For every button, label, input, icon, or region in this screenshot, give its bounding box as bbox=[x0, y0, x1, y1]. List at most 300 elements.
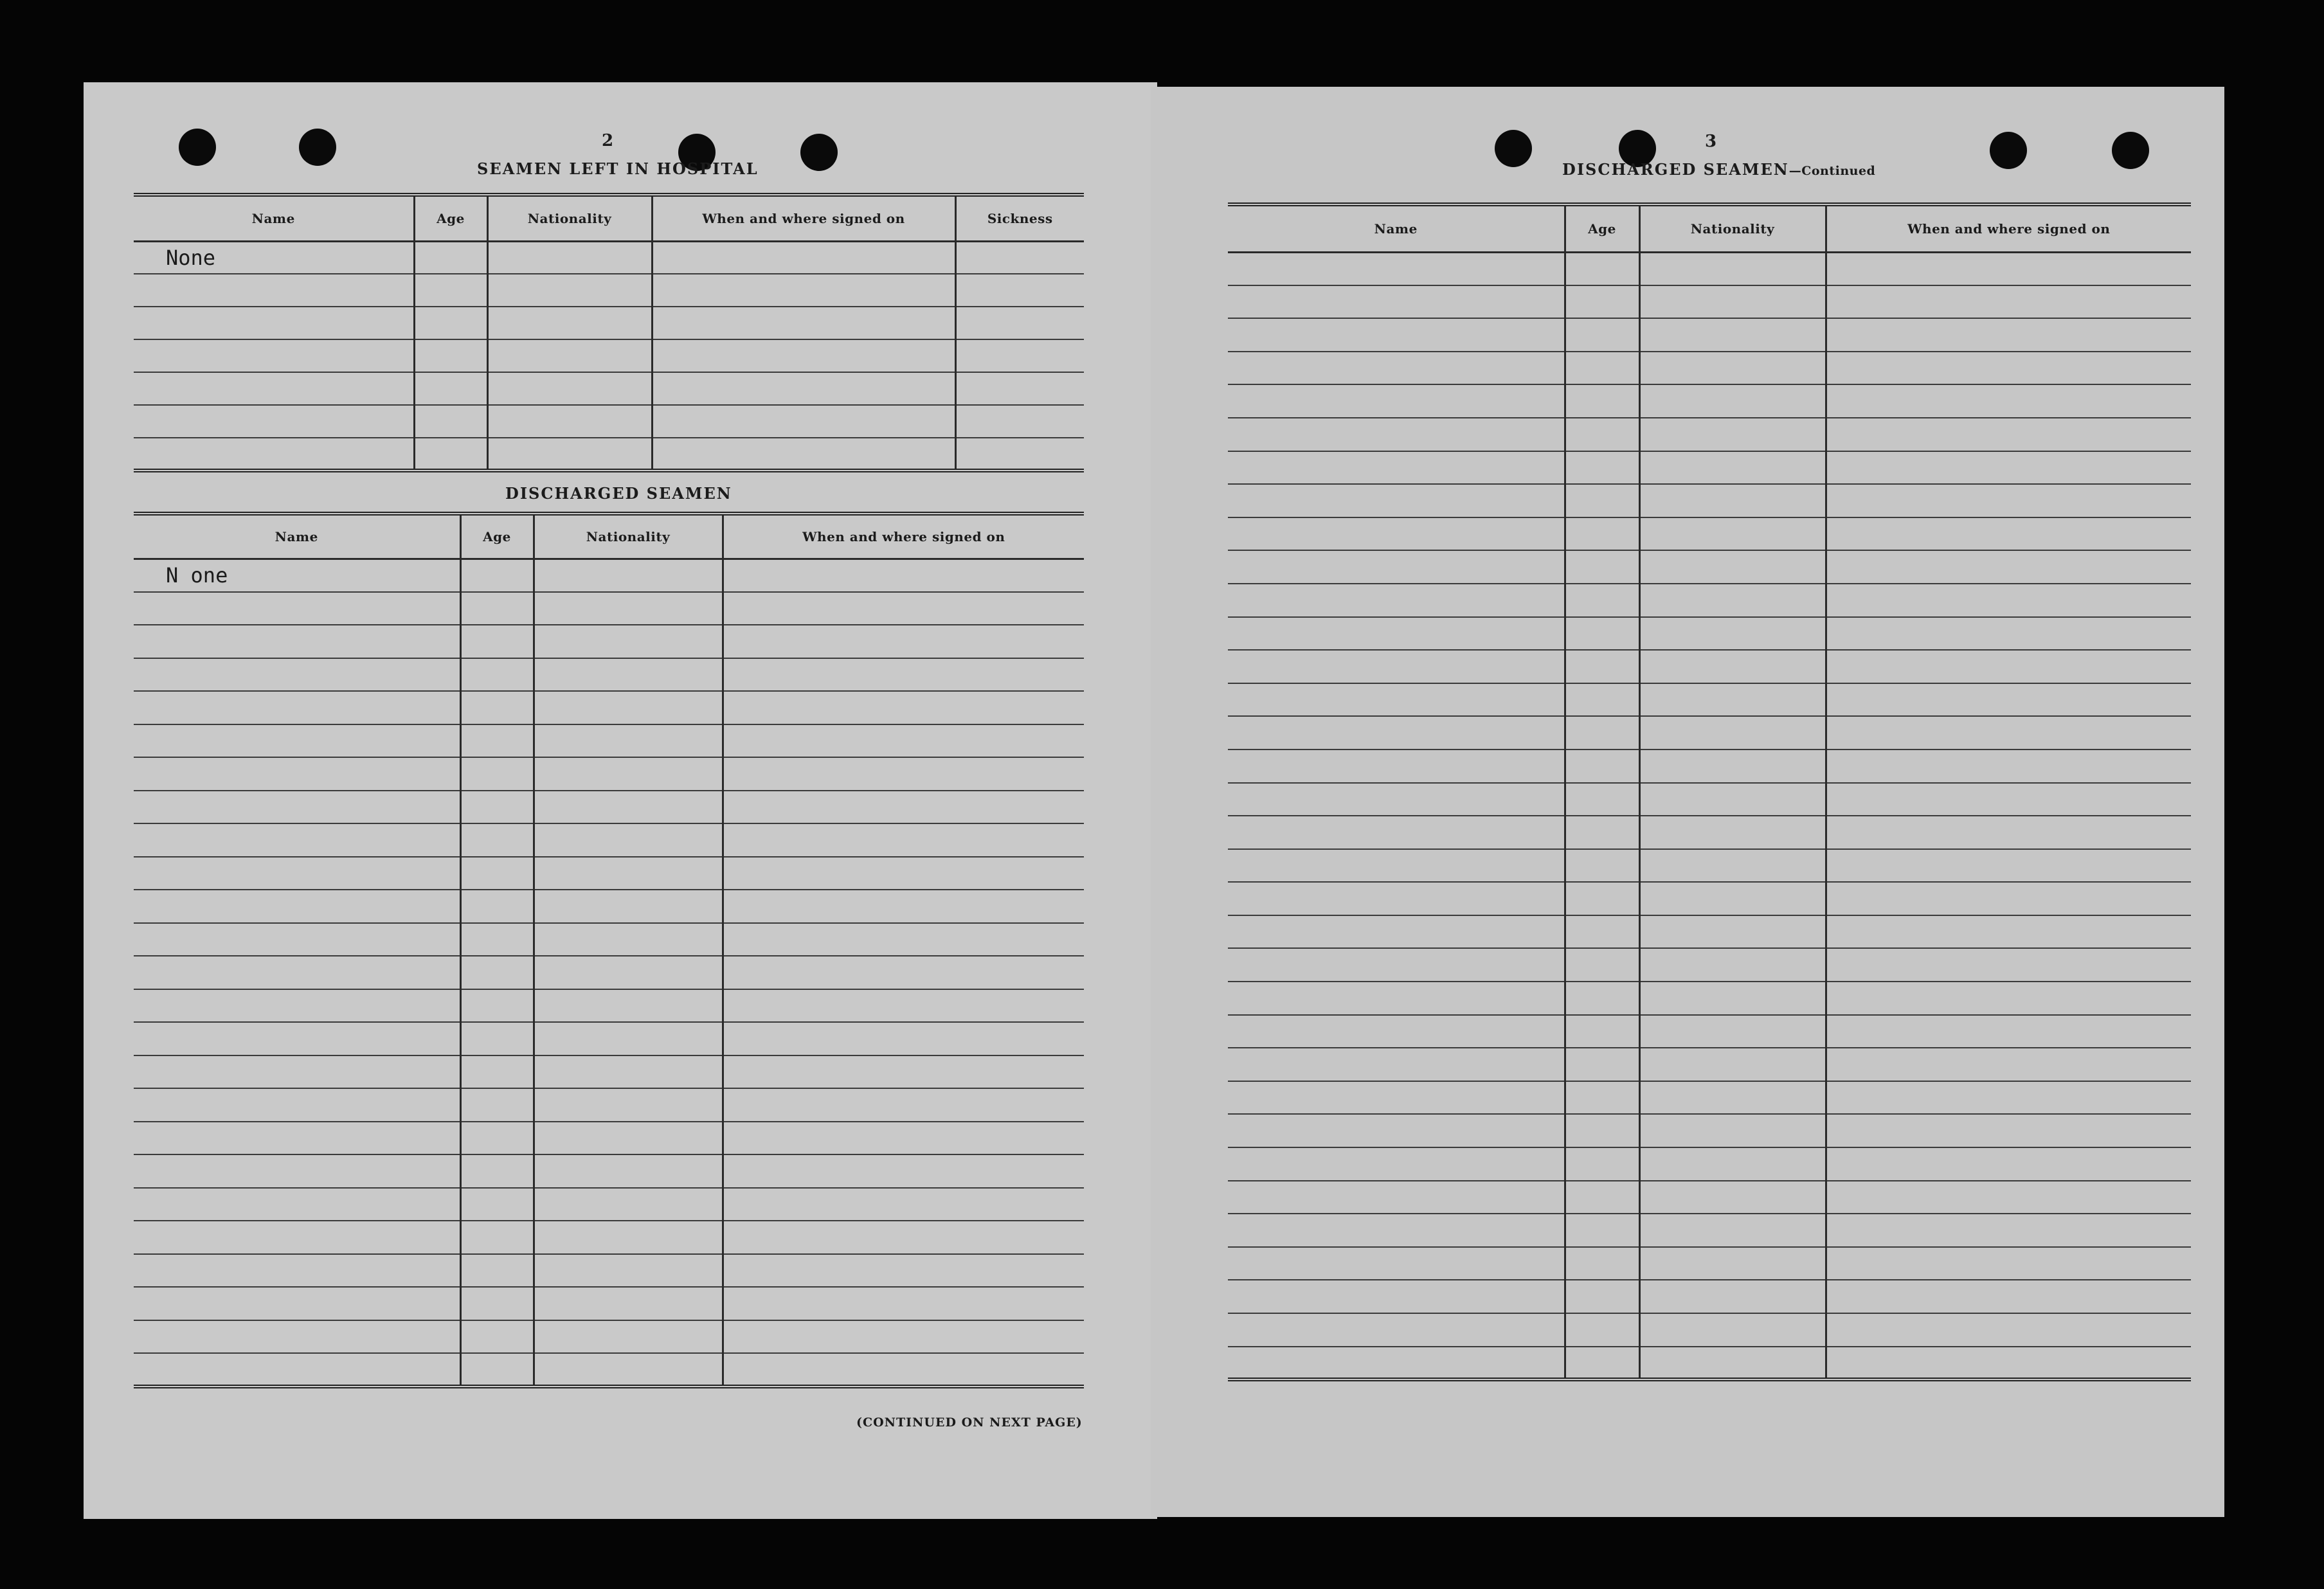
binder-hole bbox=[2112, 132, 2149, 169]
table-cell bbox=[1228, 716, 1565, 750]
table-cell bbox=[534, 1221, 723, 1254]
table-cell bbox=[460, 757, 534, 791]
table-cell bbox=[723, 625, 1084, 658]
table-row bbox=[1228, 418, 2191, 451]
table-cell bbox=[1565, 484, 1639, 517]
section-heading-discharged: DISCHARGED SEAMEN bbox=[505, 484, 732, 503]
table-cell bbox=[955, 241, 1084, 274]
table-row bbox=[1228, 1181, 2191, 1214]
table-row bbox=[134, 592, 1084, 625]
table-cell bbox=[955, 438, 1084, 471]
table-cell bbox=[134, 823, 460, 857]
table-cell bbox=[1639, 650, 1826, 683]
table-cell bbox=[487, 307, 652, 339]
table-cell bbox=[534, 923, 723, 956]
table-cell bbox=[1639, 1048, 1826, 1081]
binder-hole bbox=[179, 129, 216, 166]
table-cell bbox=[1565, 584, 1639, 617]
table-cell bbox=[652, 405, 955, 438]
table-cell bbox=[134, 1154, 460, 1188]
table-cell bbox=[1565, 517, 1639, 551]
table-cell bbox=[723, 890, 1084, 923]
table-cell bbox=[134, 757, 460, 791]
table-cell bbox=[723, 923, 1084, 956]
table-row bbox=[134, 956, 1084, 989]
table-cell bbox=[1228, 318, 1565, 352]
table-cell bbox=[134, 1254, 460, 1288]
table-cell bbox=[652, 241, 955, 274]
table-cell bbox=[955, 307, 1084, 339]
table-cell bbox=[1565, 683, 1639, 717]
table-cell bbox=[414, 339, 487, 372]
table-cell bbox=[723, 691, 1084, 724]
table-row bbox=[1228, 1147, 2191, 1181]
table-cell bbox=[1228, 948, 1565, 982]
table-cell bbox=[1826, 915, 2191, 949]
table-cell bbox=[1565, 451, 1639, 485]
table-cell bbox=[1639, 1081, 1826, 1115]
table-cell bbox=[460, 890, 534, 923]
table-cell bbox=[652, 438, 955, 471]
column-header-nationality: Nationality bbox=[487, 195, 652, 241]
table-cell bbox=[1826, 716, 2191, 750]
table-row bbox=[134, 1122, 1084, 1155]
table-row bbox=[1228, 882, 2191, 915]
table-cell bbox=[534, 724, 723, 758]
table-cell bbox=[1565, 650, 1639, 683]
table-cell bbox=[652, 307, 955, 339]
table-cell bbox=[487, 241, 652, 274]
table-row bbox=[1228, 816, 2191, 849]
table-cell bbox=[1826, 882, 2191, 915]
table-cell bbox=[134, 1221, 460, 1254]
table-cell bbox=[1826, 285, 2191, 319]
table-cell bbox=[134, 1287, 460, 1320]
table-cell bbox=[1565, 948, 1639, 982]
table-cell bbox=[487, 372, 652, 405]
table-row bbox=[134, 307, 1084, 339]
table-cell bbox=[1639, 816, 1826, 849]
table-cell bbox=[134, 1353, 460, 1387]
column-header-sickness: Sickness bbox=[955, 195, 1084, 241]
binder-hole bbox=[1990, 132, 2027, 169]
table-cell bbox=[1639, 517, 1826, 551]
table-cell bbox=[534, 592, 723, 625]
table-cell bbox=[534, 1254, 723, 1288]
table-row bbox=[1228, 484, 2191, 517]
table-cell bbox=[723, 956, 1084, 989]
table-cell bbox=[1826, 816, 2191, 849]
table-cell bbox=[134, 372, 414, 405]
table-cell bbox=[534, 989, 723, 1023]
table-cell bbox=[534, 691, 723, 724]
table-cell bbox=[460, 658, 534, 692]
name-entry: None bbox=[166, 245, 216, 270]
table-cell bbox=[1228, 915, 1565, 949]
table-cell bbox=[723, 857, 1084, 890]
table-cell bbox=[1228, 882, 1565, 915]
table-cell bbox=[134, 339, 414, 372]
name-entry: N one bbox=[166, 563, 228, 588]
table-cell bbox=[1565, 1347, 1639, 1380]
table-cell bbox=[134, 1188, 460, 1221]
binder-hole bbox=[1495, 130, 1532, 167]
column-header-when-and-where-signed-on: When and where signed on bbox=[1826, 204, 2191, 252]
table-row bbox=[134, 438, 1084, 471]
table-cell bbox=[1228, 617, 1565, 651]
table-cell bbox=[1565, 882, 1639, 915]
binder-hole bbox=[299, 129, 336, 166]
table-cell bbox=[414, 307, 487, 339]
table-cell bbox=[1639, 1114, 1826, 1147]
table-cell bbox=[652, 339, 955, 372]
column-header-nationality: Nationality bbox=[1639, 204, 1826, 252]
table-cell bbox=[1826, 650, 2191, 683]
table-row bbox=[1228, 1280, 2191, 1313]
table-cell bbox=[460, 1022, 534, 1055]
table-cell bbox=[1826, 517, 2191, 551]
table-row bbox=[134, 1188, 1084, 1221]
table-cell bbox=[1639, 550, 1826, 584]
column-header-name: Name bbox=[134, 514, 460, 559]
table-cell bbox=[1639, 1313, 1826, 1347]
table-cell bbox=[460, 1154, 534, 1188]
table-header-row bbox=[1228, 204, 2191, 252]
table-cell bbox=[1565, 750, 1639, 783]
table-cell bbox=[134, 405, 414, 438]
table-cell bbox=[1228, 550, 1565, 584]
table-row bbox=[1228, 982, 2191, 1015]
table-cell bbox=[1826, 683, 2191, 717]
table-cell bbox=[534, 559, 723, 592]
table-row bbox=[134, 274, 1084, 307]
table-cell bbox=[1639, 318, 1826, 352]
table-cell bbox=[1639, 783, 1826, 816]
column-header-age: Age bbox=[414, 195, 487, 241]
table-row bbox=[1228, 1214, 2191, 1247]
table-cell bbox=[487, 438, 652, 471]
table-body bbox=[134, 559, 1084, 1387]
table-cell bbox=[487, 274, 652, 307]
column-header-when-and-where-signed-on: When and where signed on bbox=[723, 514, 1084, 559]
right-page bbox=[1151, 87, 2224, 1517]
table-cell bbox=[134, 592, 460, 625]
table-cell bbox=[1228, 285, 1565, 319]
table-cell bbox=[1228, 1181, 1565, 1214]
table-row bbox=[1228, 683, 2191, 717]
table-cell bbox=[414, 372, 487, 405]
table-cell bbox=[1228, 1147, 1565, 1181]
table-cell bbox=[534, 1320, 723, 1354]
table-cell bbox=[1639, 683, 1826, 717]
table-cell bbox=[1826, 1114, 2191, 1147]
table-cell bbox=[134, 1022, 460, 1055]
table-cell bbox=[134, 1055, 460, 1089]
table-cell bbox=[1826, 1181, 2191, 1214]
table-cell bbox=[1826, 1048, 2191, 1081]
table-cell bbox=[1826, 1214, 2191, 1247]
table-row bbox=[134, 1254, 1084, 1288]
table-cell bbox=[1565, 783, 1639, 816]
table-row bbox=[1228, 650, 2191, 683]
table-row bbox=[134, 857, 1084, 890]
table-row bbox=[1228, 716, 2191, 750]
table-cell bbox=[1639, 716, 1826, 750]
page-number: 2 bbox=[602, 131, 614, 150]
table-cell bbox=[1228, 584, 1565, 617]
table-cell bbox=[723, 1122, 1084, 1155]
table-cell bbox=[1565, 285, 1639, 319]
table-cell bbox=[1228, 484, 1565, 517]
table-cell bbox=[1639, 948, 1826, 982]
table-row bbox=[134, 372, 1084, 405]
table-header-row bbox=[134, 514, 1084, 559]
table-cell bbox=[1639, 285, 1826, 319]
table-cell bbox=[1228, 1015, 1565, 1048]
table-cell bbox=[723, 791, 1084, 824]
table-cell bbox=[1228, 1280, 1565, 1313]
table-cell bbox=[1565, 352, 1639, 385]
table-row bbox=[134, 658, 1084, 692]
table-row bbox=[1228, 1313, 2191, 1347]
table-cell bbox=[723, 1088, 1084, 1122]
table-cell bbox=[134, 890, 460, 923]
table-cell bbox=[134, 791, 460, 824]
table-cell bbox=[134, 307, 414, 339]
table-row bbox=[134, 1353, 1084, 1387]
table-cell bbox=[723, 1254, 1084, 1288]
table-row bbox=[134, 559, 1084, 592]
table-row bbox=[134, 1022, 1084, 1055]
table-row bbox=[1228, 285, 2191, 319]
table-cell bbox=[134, 1088, 460, 1122]
table-cell bbox=[1639, 451, 1826, 485]
table-cell bbox=[1228, 1214, 1565, 1247]
table-cell bbox=[723, 559, 1084, 592]
table-cell bbox=[134, 274, 414, 307]
table-cell bbox=[534, 1353, 723, 1387]
table-cell bbox=[1826, 352, 2191, 385]
table-cell bbox=[1565, 1114, 1639, 1147]
table-row bbox=[1228, 1114, 2191, 1147]
table-cell bbox=[1639, 1280, 1826, 1313]
table-cell bbox=[955, 405, 1084, 438]
column-header-name: Name bbox=[1228, 204, 1565, 252]
table-cell bbox=[460, 791, 534, 824]
table-cell bbox=[134, 923, 460, 956]
table-cell bbox=[1826, 982, 2191, 1015]
table-cell bbox=[134, 857, 460, 890]
table-cell bbox=[460, 559, 534, 592]
table-cell bbox=[1826, 783, 2191, 816]
table-cell bbox=[134, 989, 460, 1023]
table-cell bbox=[1639, 617, 1826, 651]
table-cell bbox=[1228, 1114, 1565, 1147]
table-cell bbox=[1639, 418, 1826, 451]
table-cell bbox=[1826, 948, 2191, 982]
table-cell bbox=[1826, 1280, 2191, 1313]
table-cell bbox=[134, 658, 460, 692]
section-heading-hospital: SEAMEN LEFT IN HOSPITAL bbox=[477, 159, 759, 178]
table-cell bbox=[1565, 1313, 1639, 1347]
table-cell bbox=[134, 438, 414, 471]
column-header-when-and-where-signed-on: When and where signed on bbox=[652, 195, 955, 241]
table-cell bbox=[534, 1022, 723, 1055]
column-header-name: Name bbox=[134, 195, 414, 241]
table-cell bbox=[1228, 1347, 1565, 1380]
table-row bbox=[1228, 252, 2191, 285]
table-cell bbox=[134, 625, 460, 658]
continued-note: (CONTINUED ON NEXT PAGE) bbox=[856, 1415, 1083, 1430]
table-cell bbox=[1565, 1081, 1639, 1115]
column-header-age: Age bbox=[460, 514, 534, 559]
table-cell bbox=[414, 438, 487, 471]
table-cell bbox=[1639, 849, 1826, 883]
table-row bbox=[1228, 849, 2191, 883]
table-cell bbox=[534, 625, 723, 658]
table-cell bbox=[1826, 252, 2191, 285]
table-row bbox=[1228, 915, 2191, 949]
table-cell bbox=[1826, 384, 2191, 418]
table-cell bbox=[723, 1022, 1084, 1055]
table-cell bbox=[134, 1122, 460, 1155]
table-row bbox=[134, 1055, 1084, 1089]
table-cell bbox=[460, 823, 534, 857]
table-cell bbox=[723, 1154, 1084, 1188]
table-cell bbox=[1565, 550, 1639, 584]
table-cell bbox=[1228, 783, 1565, 816]
table-cell bbox=[723, 823, 1084, 857]
table-cell bbox=[1228, 1313, 1565, 1347]
discharged-table bbox=[134, 512, 1084, 1388]
table-cell bbox=[460, 1353, 534, 1387]
table-cell bbox=[1826, 484, 2191, 517]
table-cell bbox=[1639, 915, 1826, 949]
table-cell bbox=[487, 339, 652, 372]
table-cell bbox=[414, 241, 487, 274]
table-cell bbox=[460, 923, 534, 956]
table-cell bbox=[1826, 750, 2191, 783]
table-cell bbox=[652, 372, 955, 405]
table-row bbox=[134, 1221, 1084, 1254]
table-cell bbox=[1228, 683, 1565, 717]
table-row bbox=[1228, 1015, 2191, 1048]
table-row bbox=[1228, 584, 2191, 617]
heading-suffix: —Continued bbox=[1788, 164, 1876, 178]
table-cell bbox=[1826, 1347, 2191, 1380]
table-row bbox=[1228, 1048, 2191, 1081]
table-cell bbox=[134, 724, 460, 758]
table-cell bbox=[1565, 318, 1639, 352]
table-cell bbox=[1639, 484, 1826, 517]
table-row bbox=[134, 823, 1084, 857]
table-row bbox=[1228, 1081, 2191, 1115]
table-row bbox=[134, 923, 1084, 956]
table-row bbox=[1228, 451, 2191, 485]
table-cell bbox=[460, 1055, 534, 1089]
table-row bbox=[134, 1320, 1084, 1354]
table-row bbox=[134, 241, 1084, 274]
table-cell bbox=[723, 658, 1084, 692]
table-row bbox=[134, 691, 1084, 724]
table-cell bbox=[1826, 451, 2191, 485]
table-cell bbox=[723, 724, 1084, 758]
table-cell bbox=[460, 1254, 534, 1288]
table-cell bbox=[1565, 982, 1639, 1015]
table-cell bbox=[1228, 352, 1565, 385]
table-cell bbox=[1639, 1347, 1826, 1380]
table-cell bbox=[1639, 584, 1826, 617]
table-cell bbox=[955, 372, 1084, 405]
table-cell bbox=[1639, 352, 1826, 385]
table-cell bbox=[1639, 1181, 1826, 1214]
table-row bbox=[1228, 384, 2191, 418]
table-cell bbox=[723, 1188, 1084, 1221]
table-cell bbox=[1826, 418, 2191, 451]
table-cell bbox=[534, 1154, 723, 1188]
table-cell bbox=[534, 857, 723, 890]
table-cell bbox=[460, 691, 534, 724]
table-row bbox=[1228, 352, 2191, 385]
table-cell bbox=[1639, 750, 1826, 783]
table-cell bbox=[723, 1320, 1084, 1354]
table-cell bbox=[1228, 816, 1565, 849]
table-row bbox=[1228, 750, 2191, 783]
table-cell bbox=[134, 1320, 460, 1354]
table-cell bbox=[460, 592, 534, 625]
table-cell bbox=[955, 339, 1084, 372]
table-cell bbox=[1826, 1247, 2191, 1280]
table-row bbox=[134, 1088, 1084, 1122]
column-header-age: Age bbox=[1565, 204, 1639, 252]
table-cell bbox=[1228, 849, 1565, 883]
table-cell bbox=[723, 989, 1084, 1023]
table-cell bbox=[1565, 716, 1639, 750]
table-cell bbox=[534, 791, 723, 824]
table-cell bbox=[1826, 1015, 2191, 1048]
table-cell bbox=[1228, 750, 1565, 783]
table-cell bbox=[1228, 1247, 1565, 1280]
binder-hole bbox=[800, 134, 838, 171]
table-header-row bbox=[134, 195, 1084, 241]
table-row bbox=[134, 625, 1084, 658]
table-row bbox=[134, 405, 1084, 438]
table-cell bbox=[534, 757, 723, 791]
table-row bbox=[1228, 783, 2191, 816]
table-cell bbox=[1565, 1147, 1639, 1181]
table-cell bbox=[460, 1088, 534, 1122]
table-cell bbox=[1826, 1313, 2191, 1347]
hospital-table bbox=[134, 193, 1084, 472]
table-cell bbox=[1565, 384, 1639, 418]
table-cell bbox=[134, 241, 414, 274]
table-row bbox=[134, 1287, 1084, 1320]
table-cell bbox=[1826, 318, 2191, 352]
table-cell bbox=[1228, 418, 1565, 451]
table-cell bbox=[460, 956, 534, 989]
table-cell bbox=[1826, 1147, 2191, 1181]
table-cell bbox=[1639, 1247, 1826, 1280]
table-cell bbox=[460, 1320, 534, 1354]
table-cell bbox=[1826, 617, 2191, 651]
table-cell bbox=[723, 1221, 1084, 1254]
table-cell bbox=[1565, 617, 1639, 651]
table-cell bbox=[1228, 384, 1565, 418]
table-cell bbox=[534, 658, 723, 692]
table-cell bbox=[1826, 584, 2191, 617]
table-cell bbox=[460, 1188, 534, 1221]
table-cell bbox=[534, 1055, 723, 1089]
